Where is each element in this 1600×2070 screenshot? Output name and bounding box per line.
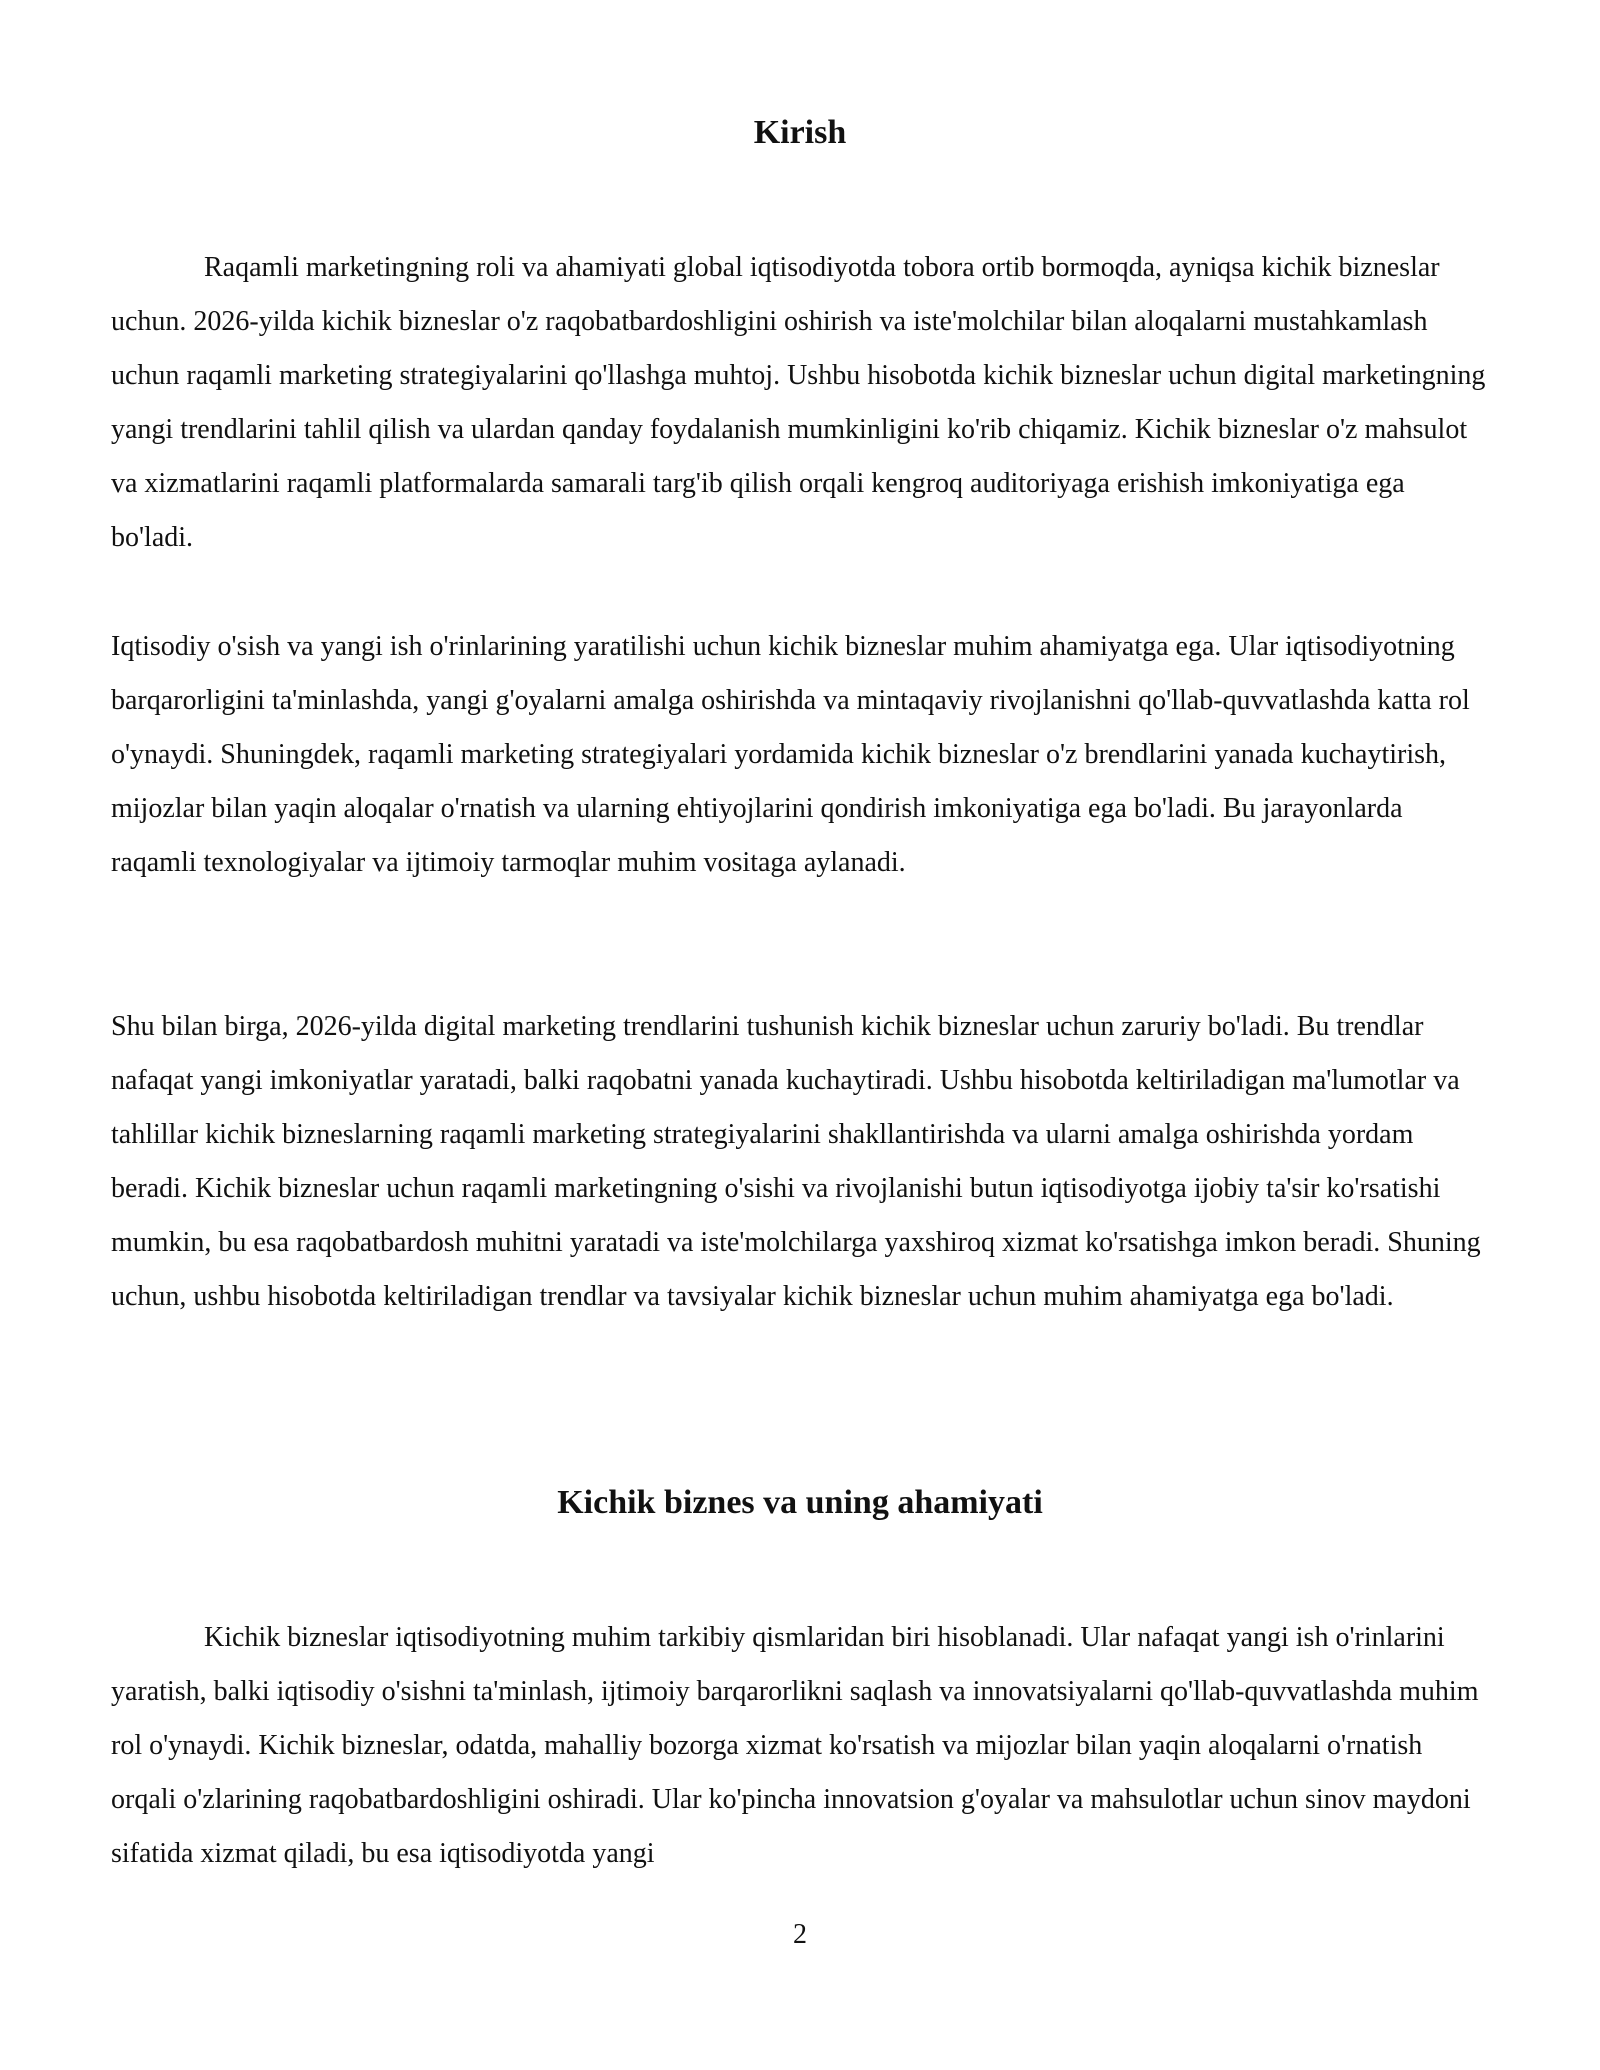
page-number: 2 [793, 1919, 807, 1950]
section-heading-kichik-biznes: Kichik biznes va uning ahamiyati [557, 1484, 1043, 1521]
paragraph-intro-2: Iqtisodiy o'sish va yangi ish o'rinlarining yaratilishi uchun kichik bizneslar muhim ahamiyatga ega. Ular iqtisodiyotning barqarorligini ta'minlashda, yangi g'oyalarni amalga oshirishda va mintaqaviy rivojlanishni qo'llab-quvvatlashda katta rol o'ynaydi. Shuningdek, raqamli marketing strategiyalari yordamida kichik bizneslar o'z brendlarini yanada kuchaytirish, mijozlar bilan yaqin aloqalar o'rnatish va ularning ehtiyojlarini qondirish imkoniyatiga ega bo'ladi. Bu jarayonlarda raqamli texnologiyalar va ijtimoiy tarmoqlar muhim vositaga aylanadi. [111, 631, 1470, 878]
paragraph-kichik-biznes-1: Kichik bizneslar iqtisodiyotning muhim tarkibiy qismlaridan biri hisoblanadi. Ular nafaqat yangi ish o'rinlarini yaratish, balki iqtisodiy o'sishni ta'minlash, ijtimoiy barqarorlikni saqlash va innovatsiyalarni qo'llab-quvvatlashda muhim rol o'ynaydi. Kichik bizneslar, odatda, mahalliy bozorga xizmat ko'rsatish va mijozlar bilan yaqin aloqalarni o'rnatish orqali o'zlarining raqobatbardoshligini oshiradi. Ular ko'pincha innovatsion g'oyalar va mahsulotlar uchun sinov maydoni sifatida xizmat qiladi, bu esa iqtisodiyotda yangi [111, 1622, 1479, 1869]
section-heading-kirish: Kirish [753, 114, 847, 151]
paragraph-intro-3: Shu bilan birga, 2026-yilda digital marketing trendlarini tushunish kichik bizneslar uchun zaruriy bo'ladi. Bu trendlar nafaqat yangi imkoniyatlar yaratadi, balki raqobatni yanada kuchaytiradi. Ushbu hisobotda keltiriladigan ma'lumotlar va tahlillar kichik bizneslarning raqamli marketing strategiyalarini shakllantirishda va ularni amalga oshirishda yordam beradi. Kichik bizneslar uchun raqamli marketingning o'sishi va rivojlanishi butun iqtisodiyotga ijobiy ta'sir ko'rsatishi mumkin, bu esa raqobatbardosh muhitni yaratadi va iste'molchilarga yaxshiroq xizmat ko'rsatishga imkon beradi. Shuning uchun, ushbu hisobotda keltiriladigan trendlar va tavsiyalar kichik bizneslar uchun muhim ahamiyatga ega bo'ladi. [111, 1011, 1481, 1312]
paragraph-intro-1: Raqamli marketingning roli va ahamiyati global iqtisodiyotda tobora ortib bormoqda, ayniqsa kichik bizneslar uchun. 2026-yilda kichik bizneslar o'z raqobatbardoshligini oshirish va iste'molchilar bilan aloqalarni mustahkamlash uchun raqamli marketing strategiyalarini qo'llashga muhtoj. Ushbu hisobotda kichik bizneslar uchun digital marketingning yangi trendlarini tahlil qilish va ulardan qanday foydalanish mumkinligini ko'rib chiqamiz. Kichik bizneslar o'z mahsulot va xizmatlarini raqamli platformalarda samarali targ'ib qilish orqali kengroq auditoriyaga erishish imkoniyatiga ega bo'ladi. [111, 252, 1486, 553]
